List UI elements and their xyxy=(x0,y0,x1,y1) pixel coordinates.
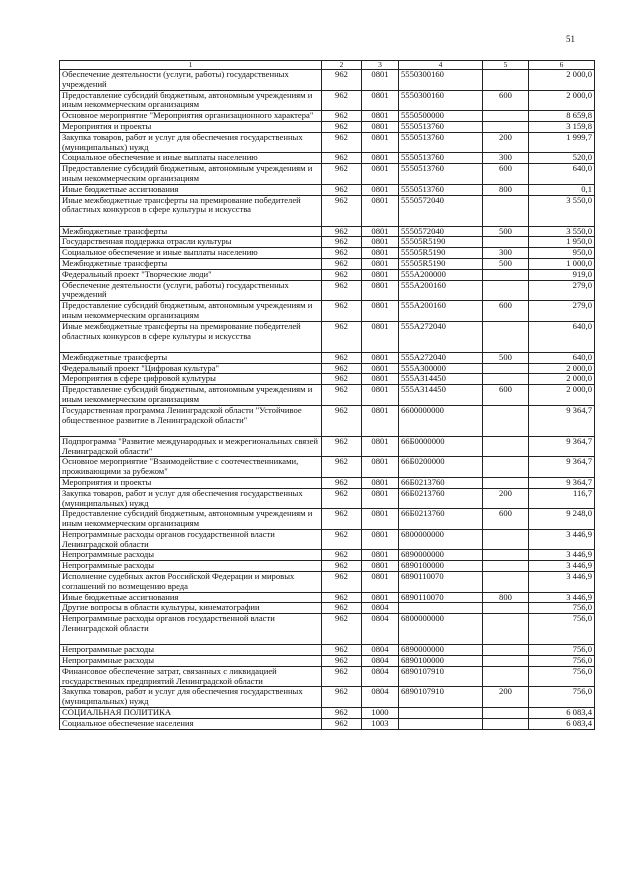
row-expense-type: 600 xyxy=(483,301,529,322)
table-row xyxy=(60,666,595,687)
row-name: Мероприятия и проекты xyxy=(60,477,322,488)
row-amount: 9 364,7 xyxy=(529,477,595,488)
table-header xyxy=(60,61,595,70)
row-amount: 9 364,7 xyxy=(529,436,595,457)
row-target-article: 66Б0200000 xyxy=(399,457,483,478)
row-expense-type: 500 xyxy=(483,352,529,363)
row-target-article: 5550513760 xyxy=(399,121,483,132)
row-expense-type xyxy=(483,374,529,385)
row-name: Закупка товаров, работ и услуг для обеспечения государственных (муниципальных) нужд xyxy=(60,488,322,509)
row-amount: 279,0 xyxy=(529,280,595,301)
row-grbs: 962 xyxy=(322,164,362,185)
row-amount: 640,0 xyxy=(529,352,595,363)
table-row xyxy=(60,405,595,436)
row-grbs: 962 xyxy=(322,656,362,667)
row-expense-type xyxy=(483,280,529,301)
row-target-article: 555A314450 xyxy=(399,385,483,406)
row-grbs: 962 xyxy=(322,592,362,603)
row-grbs: 962 xyxy=(322,666,362,687)
table-row xyxy=(60,363,595,374)
header-col-2: 2 xyxy=(322,61,362,70)
table-row xyxy=(60,164,595,185)
row-amount: 2 000,0 xyxy=(529,70,595,91)
row-amount: 756,0 xyxy=(529,645,595,656)
table-row xyxy=(60,195,595,226)
row-target-article: 66Б0213760 xyxy=(399,509,483,530)
row-grbs: 962 xyxy=(322,301,362,322)
row-target-article: 6890107910 xyxy=(399,687,483,708)
row-amount: 756,0 xyxy=(529,603,595,614)
row-name: Закупка товаров, работ и услуг для обеспечения государственных (муниципальных) нужд xyxy=(60,132,322,153)
table-row xyxy=(60,153,595,164)
row-name: Исполнение судебных актов Российской Федерации и мировых соглашений по возмещению вреда xyxy=(60,572,322,593)
table-row xyxy=(60,614,595,645)
row-amount: 756,0 xyxy=(529,687,595,708)
row-amount: 3 550,0 xyxy=(529,226,595,237)
row-target-article: 555A200160 xyxy=(399,301,483,322)
row-amount: 279,0 xyxy=(529,301,595,322)
row-section: 0801 xyxy=(362,280,399,301)
row-expense-type xyxy=(483,121,529,132)
row-name: Непрограммные расходы xyxy=(60,550,322,561)
row-section: 0801 xyxy=(362,405,399,436)
table-row xyxy=(60,550,595,561)
row-amount: 6 083,4 xyxy=(529,718,595,729)
row-target-article xyxy=(399,718,483,729)
row-section: 0801 xyxy=(362,385,399,406)
row-target-article: 555A300000 xyxy=(399,363,483,374)
row-target-article: 5550513760 xyxy=(399,164,483,185)
row-grbs: 962 xyxy=(322,405,362,436)
table-row xyxy=(60,656,595,667)
row-grbs: 962 xyxy=(322,488,362,509)
row-section: 0801 xyxy=(362,132,399,153)
row-target-article: 6890000000 xyxy=(399,645,483,656)
table-row xyxy=(60,70,595,91)
row-name: Федеральный проект "Творческие люди" xyxy=(60,269,322,280)
row-name: Межбюджетные трансферты xyxy=(60,258,322,269)
row-name: Иные межбюджетные трансферты на премирование победителей областных конкурсов в сфере культуры и искусства xyxy=(60,321,322,352)
row-amount: 640,0 xyxy=(529,321,595,352)
row-section: 0801 xyxy=(362,121,399,132)
row-section: 0801 xyxy=(362,258,399,269)
table-body xyxy=(60,70,595,730)
row-section: 0804 xyxy=(362,614,399,645)
row-target-article: 66Б0213760 xyxy=(399,488,483,509)
row-grbs: 962 xyxy=(322,226,362,237)
row-name: Иные бюджетные ассигнования xyxy=(60,592,322,603)
row-section: 0801 xyxy=(362,90,399,111)
row-name: Непрограммные расходы органов государственной власти Ленинградской области xyxy=(60,529,322,550)
row-amount: 3 446,9 xyxy=(529,561,595,572)
row-expense-type xyxy=(483,321,529,352)
row-target-article: 5550572040 xyxy=(399,226,483,237)
table-row xyxy=(60,121,595,132)
table-row xyxy=(60,280,595,301)
row-name: Непрограммные расходы xyxy=(60,561,322,572)
header-col-1: 1 xyxy=(60,61,322,70)
table-row xyxy=(60,301,595,322)
row-amount: 3 446,9 xyxy=(529,572,595,593)
row-expense-type xyxy=(483,603,529,614)
row-name: Социальное обеспечение и иные выплаты населению xyxy=(60,248,322,259)
table-row xyxy=(60,226,595,237)
row-grbs: 962 xyxy=(322,280,362,301)
row-name: Межбюджетные трансферты xyxy=(60,352,322,363)
row-section: 0801 xyxy=(362,529,399,550)
row-section: 0801 xyxy=(362,457,399,478)
row-name: Непрограммные расходы xyxy=(60,645,322,656)
table-row xyxy=(60,708,595,719)
row-section: 0801 xyxy=(362,550,399,561)
row-expense-type: 600 xyxy=(483,385,529,406)
header-col-5: 5 xyxy=(483,61,529,70)
row-grbs: 962 xyxy=(322,132,362,153)
row-amount: 756,0 xyxy=(529,656,595,667)
row-expense-type xyxy=(483,269,529,280)
row-section: 0801 xyxy=(362,111,399,122)
row-amount: 2 000,0 xyxy=(529,374,595,385)
table-row xyxy=(60,385,595,406)
row-grbs: 962 xyxy=(322,645,362,656)
row-section: 0801 xyxy=(362,70,399,91)
row-grbs: 962 xyxy=(322,529,362,550)
row-section: 0801 xyxy=(362,477,399,488)
row-target-article: 6890000000 xyxy=(399,550,483,561)
row-expense-type xyxy=(483,363,529,374)
row-section: 0801 xyxy=(362,248,399,259)
row-section: 0801 xyxy=(362,363,399,374)
row-amount: 9 248,0 xyxy=(529,509,595,530)
row-expense-type: 500 xyxy=(483,226,529,237)
row-section: 0804 xyxy=(362,656,399,667)
row-name: Непрограммные расходы xyxy=(60,656,322,667)
table-row xyxy=(60,184,595,195)
table-row xyxy=(60,572,595,593)
row-amount: 116,7 xyxy=(529,488,595,509)
row-target-article: 5550572040 xyxy=(399,195,483,226)
table-row xyxy=(60,352,595,363)
row-expense-type xyxy=(483,70,529,91)
row-section: 0801 xyxy=(362,374,399,385)
row-amount: 1 000,0 xyxy=(529,258,595,269)
row-name: Социальное обеспечение и иные выплаты населению xyxy=(60,153,322,164)
row-name: Мероприятия и проекты xyxy=(60,121,322,132)
row-target-article xyxy=(399,603,483,614)
row-expense-type xyxy=(483,111,529,122)
row-expense-type xyxy=(483,405,529,436)
row-expense-type xyxy=(483,561,529,572)
row-amount: 520,0 xyxy=(529,153,595,164)
row-target-article: 5550513760 xyxy=(399,184,483,195)
row-target-article: 55505R5190 xyxy=(399,258,483,269)
row-name: Предоставление субсидий бюджетным, автономным учреждениям и иным некоммерческим организациям xyxy=(60,90,322,111)
table-row xyxy=(60,488,595,509)
row-section: 0801 xyxy=(362,237,399,248)
row-amount: 8 659,8 xyxy=(529,111,595,122)
row-target-article: 6600000000 xyxy=(399,405,483,436)
table-row xyxy=(60,477,595,488)
row-target-article: 5550300160 xyxy=(399,90,483,111)
row-name: Обеспечение деятельности (услуги, работы) государственных учреждений xyxy=(60,70,322,91)
row-amount: 756,0 xyxy=(529,666,595,687)
row-grbs: 962 xyxy=(322,572,362,593)
row-grbs: 962 xyxy=(322,374,362,385)
row-name: СОЦИАЛЬНАЯ ПОЛИТИКА xyxy=(60,708,322,719)
row-expense-type xyxy=(483,477,529,488)
row-target-article: 555A314450 xyxy=(399,374,483,385)
table-row xyxy=(60,687,595,708)
row-section: 0801 xyxy=(362,436,399,457)
row-target-article: 555A200000 xyxy=(399,269,483,280)
row-section: 0801 xyxy=(362,184,399,195)
table-row xyxy=(60,529,595,550)
row-expense-type: 800 xyxy=(483,184,529,195)
table-row xyxy=(60,269,595,280)
row-name: Основное мероприятие "Взаимодействие с соотечественниками, проживающими за рубежом" xyxy=(60,457,322,478)
row-grbs: 962 xyxy=(322,385,362,406)
row-amount: 950,0 xyxy=(529,248,595,259)
row-expense-type: 600 xyxy=(483,90,529,111)
row-grbs: 962 xyxy=(322,603,362,614)
row-grbs: 962 xyxy=(322,269,362,280)
table-row xyxy=(60,321,595,352)
row-target-article: 6890107910 xyxy=(399,666,483,687)
row-target-article xyxy=(399,708,483,719)
row-name: Другие вопросы в области культуры, кинематографии xyxy=(60,603,322,614)
row-grbs: 962 xyxy=(322,111,362,122)
row-expense-type xyxy=(483,550,529,561)
row-section: 0801 xyxy=(362,321,399,352)
budget-table xyxy=(59,60,595,730)
table-row xyxy=(60,248,595,259)
row-expense-type: 600 xyxy=(483,509,529,530)
row-expense-type xyxy=(483,195,529,226)
row-name: Закупка товаров, работ и услуг для обеспечения государственных (муниципальных) нужд xyxy=(60,687,322,708)
row-name: Иные бюджетные ассигнования xyxy=(60,184,322,195)
row-grbs: 962 xyxy=(322,321,362,352)
row-grbs: 962 xyxy=(322,90,362,111)
row-name: Иные межбюджетные трансферты на премирование победителей областных конкурсов в сфере культуры и искусства xyxy=(60,195,322,226)
page-number: 51 xyxy=(566,34,575,44)
row-target-article: 66Б0213760 xyxy=(399,477,483,488)
row-expense-type xyxy=(483,656,529,667)
row-expense-type xyxy=(483,529,529,550)
header-col-4: 4 xyxy=(399,61,483,70)
row-section: 0804 xyxy=(362,687,399,708)
row-grbs: 962 xyxy=(322,718,362,729)
row-grbs: 962 xyxy=(322,258,362,269)
table-row xyxy=(60,436,595,457)
row-amount: 9 364,7 xyxy=(529,405,595,436)
row-grbs: 962 xyxy=(322,237,362,248)
row-section: 0801 xyxy=(362,488,399,509)
row-target-article: 5550300160 xyxy=(399,70,483,91)
row-name: Социальное обеспечение населения xyxy=(60,718,322,729)
row-amount: 2 000,0 xyxy=(529,363,595,374)
row-amount: 3 446,9 xyxy=(529,550,595,561)
row-expense-type: 200 xyxy=(483,132,529,153)
row-expense-type xyxy=(483,237,529,248)
row-grbs: 962 xyxy=(322,184,362,195)
row-section: 0801 xyxy=(362,301,399,322)
row-name: Предоставление субсидий бюджетным, автономным учреждениям и иным некоммерческим организациям xyxy=(60,385,322,406)
row-expense-type: 500 xyxy=(483,258,529,269)
row-grbs: 962 xyxy=(322,550,362,561)
row-target-article: 555A272040 xyxy=(399,321,483,352)
row-section: 0801 xyxy=(362,561,399,572)
row-expense-type xyxy=(483,708,529,719)
header-row xyxy=(60,61,595,70)
row-expense-type: 200 xyxy=(483,687,529,708)
row-expense-type: 200 xyxy=(483,488,529,509)
header-col-6: 6 xyxy=(529,61,595,70)
row-grbs: 962 xyxy=(322,457,362,478)
row-grbs: 962 xyxy=(322,121,362,132)
row-amount: 756,0 xyxy=(529,614,595,645)
row-target-article: 555A272040 xyxy=(399,352,483,363)
row-grbs: 962 xyxy=(322,70,362,91)
row-name: Федеральный проект "Цифровая культура" xyxy=(60,363,322,374)
row-amount: 2 000,0 xyxy=(529,385,595,406)
row-section: 0801 xyxy=(362,153,399,164)
header-col-3: 3 xyxy=(362,61,399,70)
row-name: Обеспечение деятельности (услуги, работы) государственных учреждений xyxy=(60,280,322,301)
row-target-article: 5550500000 xyxy=(399,111,483,122)
row-expense-type: 800 xyxy=(483,592,529,603)
row-amount: 3 446,9 xyxy=(529,529,595,550)
row-grbs: 962 xyxy=(322,687,362,708)
row-section: 1000 xyxy=(362,708,399,719)
table-row xyxy=(60,603,595,614)
row-grbs: 962 xyxy=(322,153,362,164)
row-expense-type: 300 xyxy=(483,248,529,259)
table-row xyxy=(60,374,595,385)
row-name: Предоставление субсидий бюджетным, автономным учреждениям и иным некоммерческим организациям xyxy=(60,164,322,185)
row-section: 0801 xyxy=(362,352,399,363)
row-amount: 919,0 xyxy=(529,269,595,280)
row-target-article: 6890110070 xyxy=(399,572,483,593)
row-grbs: 962 xyxy=(322,708,362,719)
table-row xyxy=(60,90,595,111)
table-row xyxy=(60,561,595,572)
row-section: 0801 xyxy=(362,164,399,185)
row-expense-type: 300 xyxy=(483,153,529,164)
row-amount: 1 999,7 xyxy=(529,132,595,153)
row-grbs: 962 xyxy=(322,509,362,530)
row-section: 0804 xyxy=(362,666,399,687)
row-expense-type xyxy=(483,645,529,656)
row-section: 0801 xyxy=(362,226,399,237)
table-row xyxy=(60,111,595,122)
row-amount: 3 446,9 xyxy=(529,592,595,603)
row-name: Мероприятия в сфере цифровой культуры xyxy=(60,374,322,385)
row-amount: 2 000,0 xyxy=(529,90,595,111)
row-target-article: 6800000000 xyxy=(399,529,483,550)
row-section: 0801 xyxy=(362,195,399,226)
row-expense-type xyxy=(483,666,529,687)
row-expense-type: 600 xyxy=(483,164,529,185)
table-row xyxy=(60,592,595,603)
row-target-article: 6890100000 xyxy=(399,561,483,572)
row-expense-type xyxy=(483,436,529,457)
table-row xyxy=(60,718,595,729)
row-section: 0804 xyxy=(362,645,399,656)
row-amount: 9 364,7 xyxy=(529,457,595,478)
row-section: 0801 xyxy=(362,269,399,280)
row-name: Межбюджетные трансферты xyxy=(60,226,322,237)
table-row xyxy=(60,509,595,530)
row-amount: 6 083,4 xyxy=(529,708,595,719)
row-target-article: 55505R5190 xyxy=(399,237,483,248)
row-name: Непрограммные расходы органов государственной власти Ленинградской области xyxy=(60,614,322,645)
row-amount: 0,1 xyxy=(529,184,595,195)
row-section: 0801 xyxy=(362,592,399,603)
row-grbs: 962 xyxy=(322,195,362,226)
row-amount: 3 550,0 xyxy=(529,195,595,226)
row-expense-type xyxy=(483,718,529,729)
row-section: 1003 xyxy=(362,718,399,729)
table-row xyxy=(60,132,595,153)
row-target-article: 6890100000 xyxy=(399,656,483,667)
row-name: Государственная поддержка отрасли культуры xyxy=(60,237,322,248)
row-name: Основное мероприятие "Мероприятия организационного характера" xyxy=(60,111,322,122)
row-target-article: 55505R5190 xyxy=(399,248,483,259)
row-name: Предоставление субсидий бюджетным, автономным учреждениям и иным некоммерческим организациям xyxy=(60,301,322,322)
row-grbs: 962 xyxy=(322,561,362,572)
row-expense-type xyxy=(483,614,529,645)
row-name: Финансовое обеспечение затрат, связанных с ликвидацией государственных предприятий Ленинградской области xyxy=(60,666,322,687)
row-grbs: 962 xyxy=(322,436,362,457)
row-section: 0801 xyxy=(362,572,399,593)
row-grbs: 962 xyxy=(322,477,362,488)
row-expense-type xyxy=(483,457,529,478)
row-name: Подпрограмма "Развитие международных и межрегиональных связей Ленинградской области" xyxy=(60,436,322,457)
row-grbs: 962 xyxy=(322,352,362,363)
row-name: Предоставление субсидий бюджетным, автономным учреждениям и иным некоммерческим организациям xyxy=(60,509,322,530)
row-target-article: 555A200160 xyxy=(399,280,483,301)
row-amount: 1 950,0 xyxy=(529,237,595,248)
row-name: Государственная программа Ленинградской области "Устойчивое общественное развитие в Ленинградской области" xyxy=(60,405,322,436)
row-section: 0804 xyxy=(362,603,399,614)
row-section: 0801 xyxy=(362,509,399,530)
row-expense-type xyxy=(483,572,529,593)
row-target-article: 5550513760 xyxy=(399,153,483,164)
row-target-article: 66Б0000000 xyxy=(399,436,483,457)
row-target-article: 6890110070 xyxy=(399,592,483,603)
row-target-article: 5550513760 xyxy=(399,132,483,153)
row-amount: 3 159,8 xyxy=(529,121,595,132)
row-grbs: 962 xyxy=(322,363,362,374)
table-row xyxy=(60,258,595,269)
table-row xyxy=(60,237,595,248)
row-grbs: 962 xyxy=(322,248,362,259)
table-row xyxy=(60,645,595,656)
row-grbs: 962 xyxy=(322,614,362,645)
row-target-article: 6800000000 xyxy=(399,614,483,645)
row-amount: 640,0 xyxy=(529,164,595,185)
table-row xyxy=(60,457,595,478)
